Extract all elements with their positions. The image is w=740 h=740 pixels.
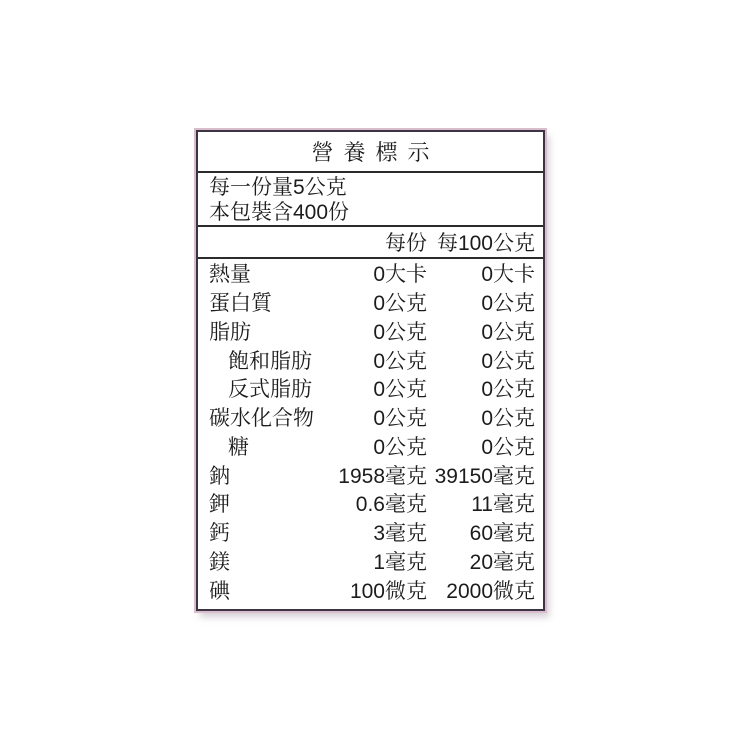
serving-info-section bbox=[198, 173, 543, 227]
table-row-calories bbox=[198, 262, 543, 288]
per-100g-value: 0公克 bbox=[481, 407, 535, 431]
nutrient-name: 碘 bbox=[209, 579, 230, 603]
table-row-protein bbox=[198, 291, 543, 317]
per-serving-value: 0大卡 bbox=[373, 263, 427, 287]
per-100g-value: 39150毫克 bbox=[434, 464, 535, 488]
nutrient-name: 鎂 bbox=[209, 550, 230, 574]
nutrient-name: 飽和脂肪 bbox=[228, 349, 312, 373]
per-100g-value: 0公克 bbox=[481, 378, 535, 402]
label-title: 營養標示 bbox=[311, 140, 440, 165]
per-serving-value: 0公克 bbox=[373, 320, 427, 344]
column-header-row bbox=[198, 227, 543, 259]
table-row-sugar bbox=[198, 435, 543, 461]
table-row-trans-fat bbox=[198, 377, 543, 403]
per-serving-value: 0公克 bbox=[373, 435, 427, 459]
per-serving-value: 0公克 bbox=[373, 349, 427, 373]
per-100g-value: 0公克 bbox=[481, 349, 535, 373]
per-serving-value: 1毫克 bbox=[373, 550, 427, 574]
serving-size-line: 每一份量5公克 bbox=[209, 176, 347, 199]
per-100g-value: 20毫克 bbox=[469, 550, 535, 574]
table-row-carbohydrate bbox=[198, 406, 543, 432]
per-100g-value: 60毫克 bbox=[469, 522, 535, 546]
label-title-row bbox=[198, 132, 543, 173]
servings-per-package-line: 本包裝含400份 bbox=[209, 201, 350, 224]
column-header-per-serving: 每份 bbox=[385, 232, 427, 255]
nutrition-facts-label bbox=[196, 130, 545, 611]
nutrient-name: 熱量 bbox=[209, 263, 251, 287]
per-100g-value: 0公克 bbox=[481, 435, 535, 459]
per-100g-value: 0大卡 bbox=[481, 263, 535, 287]
per-serving-value: 0.6毫克 bbox=[355, 493, 427, 517]
table-row-iodine bbox=[198, 579, 543, 605]
column-header-per-100g: 每100公克 bbox=[436, 232, 535, 255]
nutrient-name: 鉀 bbox=[209, 493, 230, 517]
nutrient-name: 碳水化合物 bbox=[209, 407, 314, 431]
nutrient-name: 反式脂肪 bbox=[228, 378, 312, 402]
nutrient-name: 鈉 bbox=[209, 464, 230, 488]
nutrient-rows bbox=[198, 259, 543, 609]
nutrient-name: 蛋白質 bbox=[209, 292, 272, 316]
table-row-calcium bbox=[198, 521, 543, 547]
table-row-fat bbox=[198, 320, 543, 346]
table-row-saturated-fat bbox=[198, 349, 543, 375]
nutrient-name: 糖 bbox=[228, 435, 249, 459]
nutrient-name: 鈣 bbox=[209, 522, 230, 546]
per-serving-value: 0公克 bbox=[373, 407, 427, 431]
table-row-sodium bbox=[198, 464, 543, 490]
per-serving-value: 0公克 bbox=[373, 292, 427, 316]
table-row-magnesium bbox=[198, 550, 543, 576]
per-100g-value: 0公克 bbox=[481, 320, 535, 344]
per-100g-value: 2000微克 bbox=[446, 579, 535, 603]
per-100g-value: 0公克 bbox=[481, 292, 535, 316]
table-row-potassium bbox=[198, 492, 543, 518]
per-serving-value: 100微克 bbox=[349, 579, 427, 603]
per-serving-value: 3毫克 bbox=[373, 522, 427, 546]
nutrient-name: 脂肪 bbox=[209, 320, 251, 344]
per-serving-value: 0公克 bbox=[373, 378, 427, 402]
per-serving-value: 1958毫克 bbox=[338, 464, 427, 488]
per-100g-value: 11毫克 bbox=[471, 493, 535, 517]
